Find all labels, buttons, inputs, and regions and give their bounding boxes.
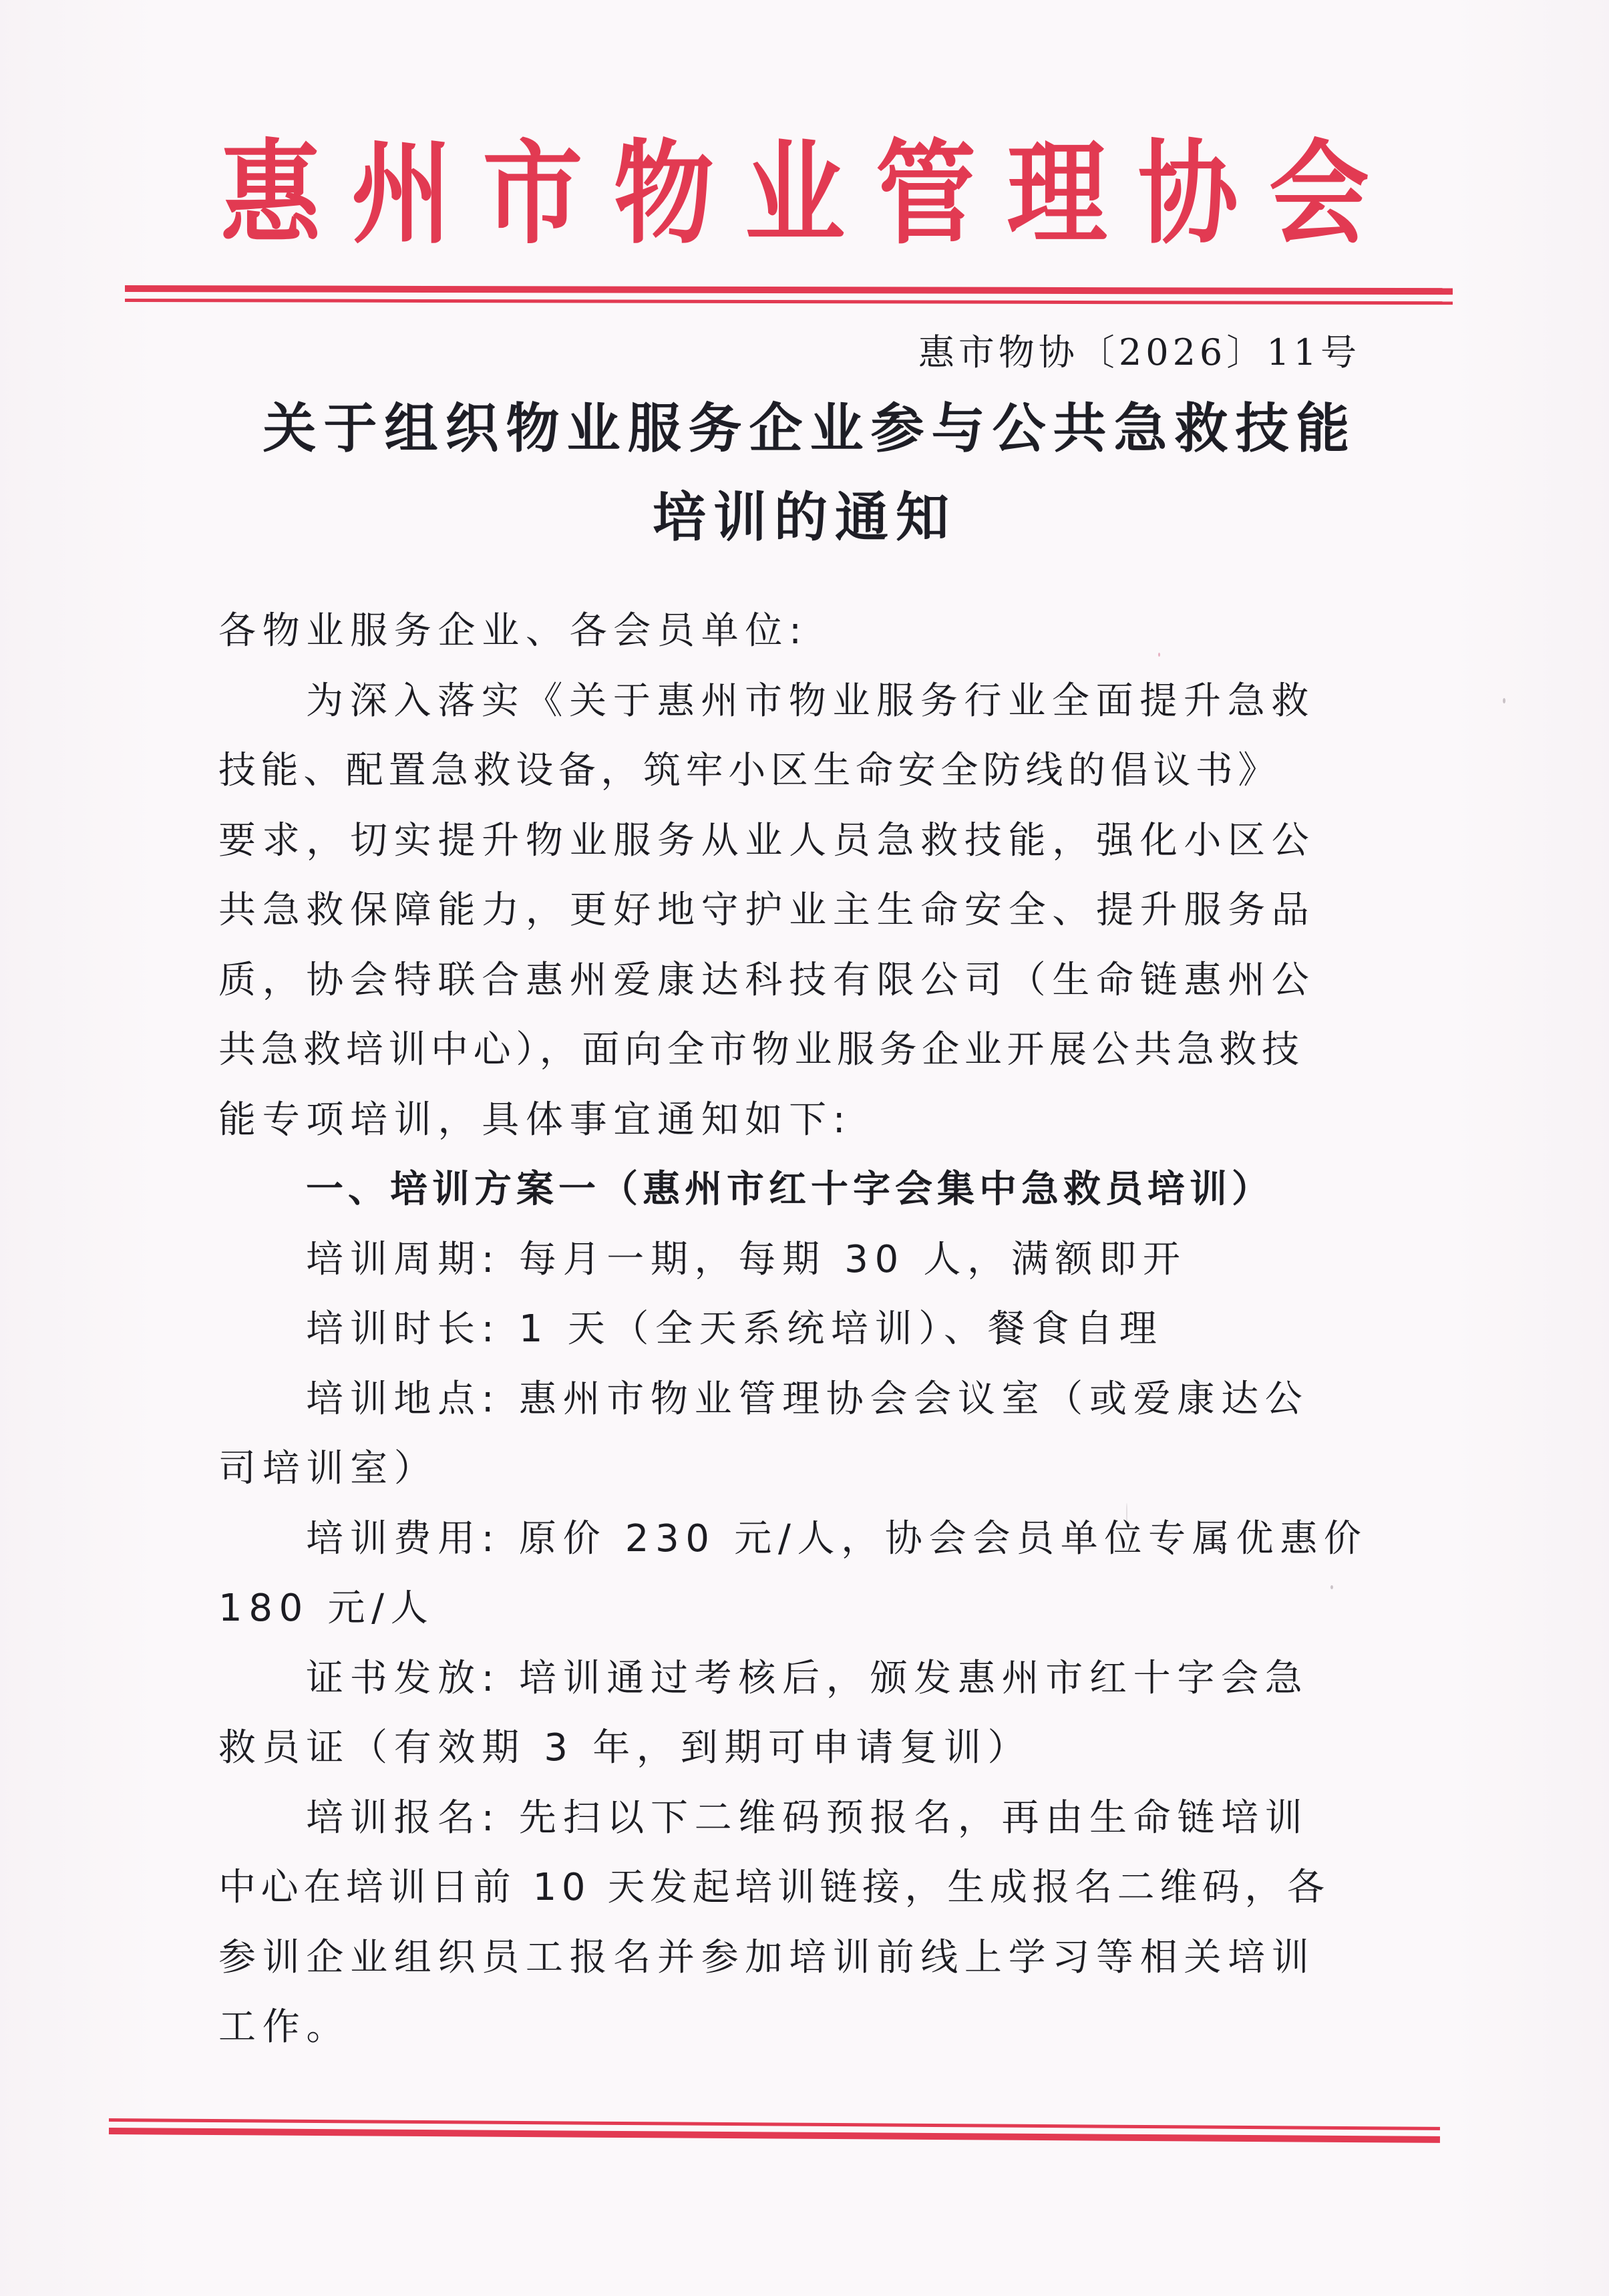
document-title-line-2: 培训的通知 <box>653 486 956 548</box>
item-certificate-cont: 救员证（有效期 3 年，到期可申请复训） <box>218 1726 1032 1770</box>
masthead-char: 物 <box>613 128 714 260</box>
item-training-cycle: 培训周期: 每月一期，每期 30 人，满额即开 <box>306 1237 1187 1281</box>
item-certificate: 证书发放: 培训通过考核后，颁发惠州市红十字会急 <box>306 1656 1309 1700</box>
intro-paragraph-line: 要求，切实提升物业服务从业人员急救技能，强化小区公 <box>218 818 1316 862</box>
intro-paragraph-line: 共急救培训中心），面向全市物业服务企业开展公共急救技 <box>218 1028 1304 1072</box>
masthead-char: 州 <box>351 128 452 260</box>
intro-paragraph-line: 能专项培训，具体事宜通知如下: <box>218 1098 852 1142</box>
header-red-rule-thin <box>125 299 1453 305</box>
scan-speck <box>1330 1585 1333 1589</box>
document-number: 惠市物协〔2026〕11号 <box>918 331 1361 373</box>
item-training-duration: 培训时长: 1 天（全天系统培训）、餐食自理 <box>306 1307 1164 1351</box>
item-registration-cont: 中心在培训日前 10 天发起培训链接，生成报名二维码，各 <box>218 1866 1330 1909</box>
masthead-char: 市 <box>482 128 583 260</box>
scan-speck <box>1503 698 1505 703</box>
masthead-char: 业 <box>744 128 845 260</box>
document-title-line-1: 关于组织物业服务企业参与公共急救技能 <box>262 397 1357 460</box>
item-registration: 培训报名: 先扫以下二维码预报名，再由生命链培训 <box>306 1796 1309 1840</box>
item-training-fee: 培训费用: 原价 230 元/人，协会会员单位专属优惠价 <box>306 1516 1368 1561</box>
intro-paragraph-line: 质，协会特联合惠州爱康达科技有限公司（生命链惠州公 <box>218 958 1316 1002</box>
scan-speck <box>1158 653 1160 657</box>
masthead-char: 管 <box>876 128 976 260</box>
section-heading-plan-1: 一、培训方案一（惠州市红十字会集中急救员培训） <box>306 1168 1274 1211</box>
masthead-char: 惠 <box>220 128 321 260</box>
document-body <box>218 597 1368 2063</box>
item-training-location-cont: 司培训室） <box>218 1447 438 1490</box>
item-registration-cont: 工作。 <box>218 2005 351 2049</box>
intro-paragraph-line: 技能、配置急救设备，筑牢小区生命安全防线的倡议书》 <box>218 749 1280 792</box>
scan-speck <box>1126 1503 1127 1523</box>
item-training-fee-cont: 180 元/人 <box>218 1587 435 1630</box>
item-registration-cont: 参训企业组织员工报名并参加培训前线上学习等相关培训 <box>218 1935 1316 1979</box>
intro-paragraph-line: 共急救保障能力，更好地守护业主生命安全、提升服务品 <box>218 888 1316 932</box>
header-red-rule-thick <box>125 285 1453 295</box>
masthead-char: 会 <box>1268 128 1369 260</box>
item-training-location: 培训地点: 惠州市物业管理协会会议室（或爱康达公 <box>306 1377 1309 1421</box>
masthead-organization-name <box>220 128 1369 260</box>
intro-paragraph-line: 为深入落实《关于惠州市物业服务行业全面提升急救 <box>306 679 1316 723</box>
salutation: 各物业服务企业、各会员单位: <box>218 609 808 653</box>
footer-red-rule-thick <box>109 2128 1440 2143</box>
masthead-char: 协 <box>1137 128 1238 260</box>
masthead-char: 理 <box>1007 128 1107 260</box>
